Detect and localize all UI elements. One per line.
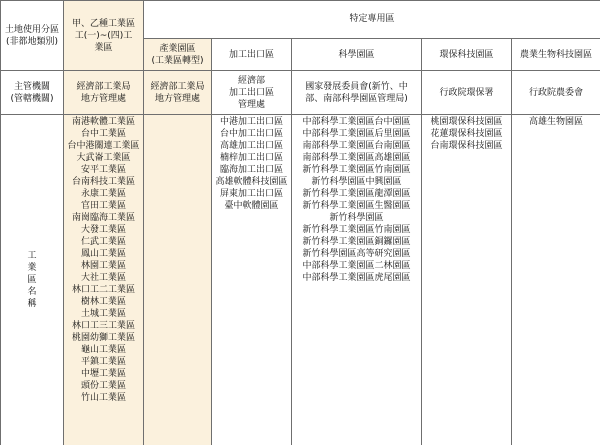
list-item: 鳳山工業區	[65, 248, 142, 260]
eco-park-list	[422, 115, 512, 445]
list-item: 中部科學工業園區虎尾園區	[293, 272, 420, 284]
list-item: 林口工二工業區	[65, 284, 142, 296]
list-item: 中壢工業區	[65, 368, 142, 380]
agri-park-list	[512, 115, 600, 445]
list-item: 中港加工出口區	[213, 116, 290, 128]
list-item: 台中工業區	[65, 128, 142, 140]
class-ab-header: 甲、乙種工業區 工(一)~(四)工 業區	[64, 1, 144, 71]
list-item: 林園工業區	[65, 260, 142, 272]
names-label-char: 稱	[2, 298, 62, 310]
list-item: 新竹科學工業園區銅鑼園區	[293, 236, 420, 248]
science-park-authority: 國家發展委員會(新竹、中 部、南部科學園區管理局)	[292, 71, 422, 115]
list-item: 竹山工業區	[65, 392, 142, 404]
list-item: 中部科學工業園區后里園區	[293, 128, 420, 140]
list-item: 屏東加工出口區	[213, 188, 290, 200]
authority-label: 主管機關 (管轄機關)	[1, 71, 64, 115]
class-ab-list	[64, 115, 144, 445]
list-item: 林口工三工業區	[65, 320, 142, 332]
eco-park-header: 環保科技園區	[422, 39, 512, 71]
industrial-park-list	[144, 115, 212, 445]
list-item: 新竹科學園區高等研究園區	[293, 248, 420, 260]
special-zone-header: 特定專用區	[144, 1, 600, 39]
list-item: 大武崙工業區	[65, 152, 142, 164]
names-label	[1, 115, 64, 445]
list-item: 新竹科學工業園區龍潭園區	[293, 188, 420, 200]
list-item: 高雄加工出口區	[213, 140, 290, 152]
industrial-park-authority: 經濟部工業局 地方管理處	[144, 71, 212, 115]
export-zone-list	[212, 115, 292, 445]
names-label-char: 工	[2, 250, 62, 262]
names-label-char: 業	[2, 262, 62, 274]
list-item: 大社工業區	[65, 272, 142, 284]
eco-park-authority: 行政院環保署	[422, 71, 512, 115]
list-item: 台南科技工業區	[65, 176, 142, 188]
list-item: 土城工業區	[65, 308, 142, 320]
list-item: 安平工業區	[65, 164, 142, 176]
list-item: 中部科學工業園區台中園區	[293, 116, 420, 128]
list-item: 楠梓加工出口區	[213, 152, 290, 164]
list-item: 南港軟體工業區	[65, 116, 142, 128]
list-item: 高雄軟體科技園區	[213, 176, 290, 188]
list-item: 大發工業區	[65, 224, 142, 236]
list-item: 龜山工業區	[65, 344, 142, 356]
list-item: 仁武工業區	[65, 236, 142, 248]
list-item: 南部科學工業園區高雄園區	[293, 152, 420, 164]
list-item: 官田工業區	[65, 200, 142, 212]
export-zone-authority: 經濟部 加工出口區 管理處	[212, 71, 292, 115]
list-item: 新竹科學工業園區生醫園區	[293, 200, 420, 212]
list-item: 中部科學工業園區二林園區	[293, 260, 420, 272]
list-item: 平鎮工業區	[65, 356, 142, 368]
list-item: 高雄生物園區	[513, 116, 599, 128]
science-park-header: 科學園區	[292, 39, 422, 71]
list-item: 桃園幼獅工業區	[65, 332, 142, 344]
agri-park-authority: 行政院農委會	[512, 71, 600, 115]
names-label-char: 名	[2, 286, 62, 298]
class-ab-authority: 經濟部工業局 地方管理處	[64, 71, 144, 115]
list-item: 臺中軟體園區	[213, 200, 290, 212]
list-item: 新竹科學工業園區竹南園區	[293, 224, 420, 236]
science-park-list	[292, 115, 422, 445]
list-item: 新竹科學園區	[293, 212, 420, 224]
industrial-park-header: 產業園區 (工業區轉型)	[144, 39, 212, 71]
list-item: 南崗臨海工業區	[65, 212, 142, 224]
list-item: 樹林工業區	[65, 296, 142, 308]
list-item: 永康工業區	[65, 188, 142, 200]
agri-park-header: 農業生物科技園區	[512, 39, 600, 71]
list-item: 台中港關連工業區	[65, 140, 142, 152]
list-item: 台中加工出口區	[213, 128, 290, 140]
land-use-header: 土地使用分區 (非都地類別)	[1, 1, 64, 71]
names-label-char: 區	[2, 274, 62, 286]
list-item: 新竹科學工業園區竹南園區	[293, 164, 420, 176]
list-item: 南部科學工業園區台南園區	[293, 140, 420, 152]
list-item: 臨海加工出口區	[213, 164, 290, 176]
list-item: 花蓮環保科技園區	[423, 128, 510, 140]
list-item: 台南環保科技園區	[423, 140, 510, 152]
export-zone-header: 加工出口區	[212, 39, 292, 71]
list-item: 桃園環保科技園區	[423, 116, 510, 128]
list-item: 新竹科學園區中興園區	[293, 176, 420, 188]
list-item: 頭份工業區	[65, 380, 142, 392]
